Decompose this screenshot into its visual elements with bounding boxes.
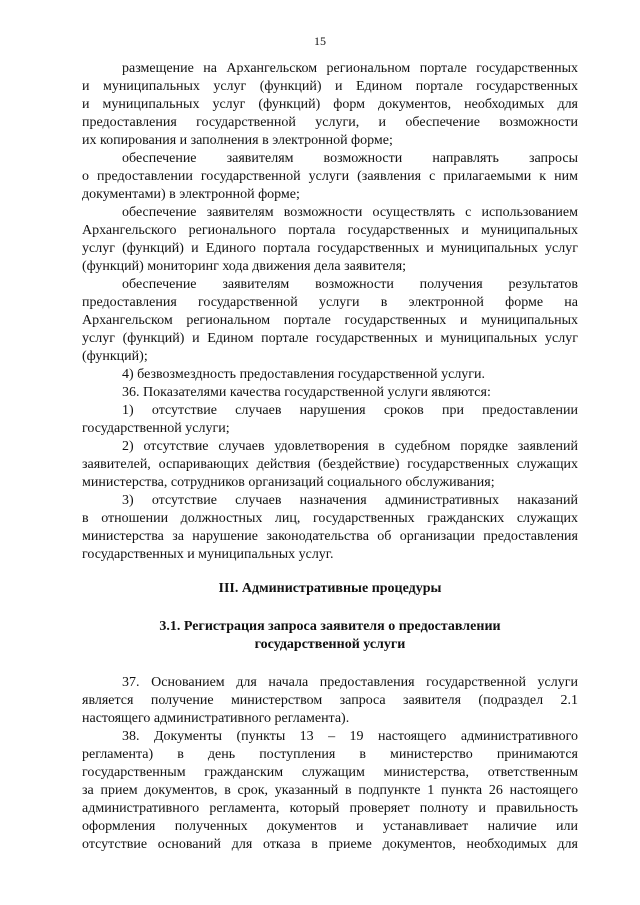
text-line: 2) отсутствие случаев удовлетворения в судебном порядке заявлений bbox=[122, 439, 578, 454]
text-line: о предоставлении государственной услуги (заявления с прилагаемыми к ним bbox=[82, 169, 578, 184]
text-line: обеспечение заявителям возможности осуществлять с использованием bbox=[122, 205, 578, 220]
text-line: 36. Показателями качества государственной услуги являются: bbox=[122, 385, 491, 400]
text-line: 37. Основанием для начала предоставления государственной услуги bbox=[122, 675, 578, 690]
text-line: 1) отсутствие случаев нарушения сроков при предоставлении bbox=[122, 403, 578, 418]
text-line: государственных и муниципальных услуг. bbox=[82, 547, 334, 562]
text-line: услуг (функций) и Едином портале государственных и муниципальных услуг bbox=[82, 331, 578, 346]
text-line: (функций); bbox=[82, 349, 148, 364]
text-line: 4) безвозмездность предоставления государственной услуги. bbox=[122, 367, 486, 382]
page-number: 15 bbox=[314, 34, 326, 48]
subsection-heading: государственной услуги bbox=[254, 637, 406, 652]
text-line: министерства за нарушение законодательства об организации предоставления bbox=[82, 529, 578, 544]
text-line: регламента) в день поступления в министерство принимаются bbox=[82, 747, 578, 762]
text-line: заявителей, оспаривающих действия (бездействие) государственных служащих bbox=[82, 457, 578, 472]
text-line: обеспечение заявителям возможности направлять запросы bbox=[122, 151, 578, 166]
text-line: предоставления государственной услуги, и обеспечение возможности bbox=[82, 115, 578, 130]
text-line: министерства, сотрудников организаций социального обслуживания; bbox=[82, 475, 495, 490]
text-line: за прием документов, в срок, указанный в подпункте 1 пункта 26 настоящего bbox=[82, 783, 578, 798]
subsection-heading: 3.1. Регистрация запроса заявителя о предоставлении bbox=[159, 619, 501, 634]
text-line: обеспечение заявителям возможности получения результатов bbox=[122, 277, 578, 292]
section-heading: III. Административные процедуры bbox=[218, 581, 442, 596]
text-line: размещение на Архангельском региональном портале государственных bbox=[122, 61, 578, 76]
text-line: (функций) мониторинг хода движения дела заявителя; bbox=[82, 259, 407, 274]
text-line: предоставления государственной услуги в электронной форме на bbox=[82, 295, 578, 310]
text-line: Архангельском региональном портале государственных и муниципальных bbox=[82, 313, 578, 328]
text-line: их копирования и заполнения в электронной форме; bbox=[82, 133, 393, 148]
text-line: 38. Документы (пункты 13 – 19 настоящего административного bbox=[122, 729, 578, 744]
text-line: является получение министерством запроса заявителя (подраздел 2.1 bbox=[82, 693, 578, 708]
text-line: государственной услуги; bbox=[82, 421, 230, 436]
text-line: настоящего административного регламента). bbox=[82, 711, 350, 726]
text-line: и муниципальных услуг (функций) и Едином портале государственных bbox=[82, 79, 578, 94]
text-line: услуг (функций) и Единого портала государственных и муниципальных услуг bbox=[82, 241, 578, 256]
text-line: и муниципальных услуг (функций) форм документов, необходимых для bbox=[82, 97, 578, 112]
document-body bbox=[82, 60, 578, 854]
text-line: 3) отсутствие случаев назначения административных наказаний bbox=[122, 493, 578, 508]
text-line: государственным гражданским служащим министерства, ответственным bbox=[82, 765, 578, 780]
text-line: документами) в электронной форме; bbox=[82, 187, 300, 202]
text-line: административного регламента, который проверяет полноту и правильность bbox=[82, 801, 578, 816]
text-line: Архангельского регионального портала государственных и муниципальных bbox=[82, 223, 578, 238]
text-line: отсутствие оснований для отказа в приеме документов, необходимых для bbox=[82, 837, 578, 852]
text-line: в отношении должностных лиц, государственных гражданских служащих bbox=[82, 511, 578, 526]
text-line: оформления полученных документов и устанавливает наличие или bbox=[82, 819, 578, 834]
